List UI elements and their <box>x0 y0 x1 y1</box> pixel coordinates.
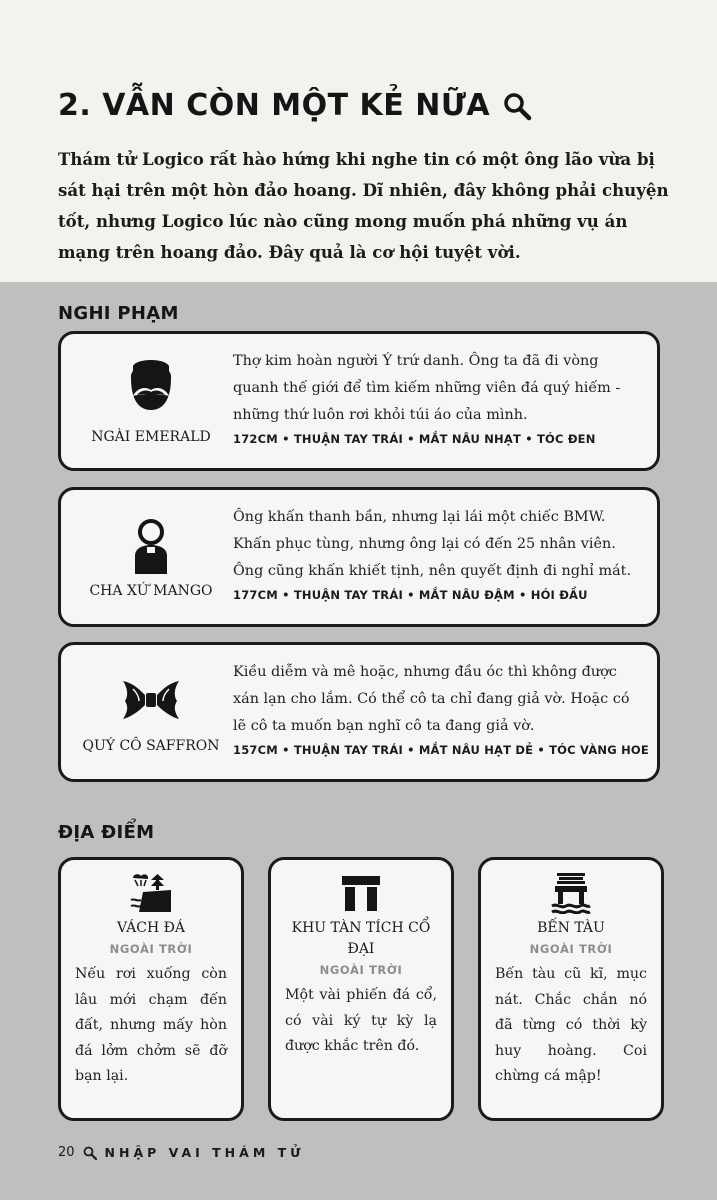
suspect-card-emerald <box>58 331 660 471</box>
suspect-description: Thợ kim hoàn người Ý trứ danh. Ông ta đã đi vòng quanh thế giới để tìm kiếm những viên đá quý hiếm - những thứ luôn rơi khỏi túi áo của mình. <box>233 353 621 423</box>
suspect-stats: 157CM • THUẬN TAY TRÁI • MẮT NÂU HẠT DẺ • TÓC VÀNG HOE <box>233 743 649 757</box>
location-type: NGOÀI TRỜI <box>109 942 193 956</box>
magnifier-icon <box>83 1146 97 1160</box>
location-card-pier <box>478 857 664 1121</box>
suspect-name: NGÀI EMERALD <box>91 429 211 445</box>
location-card-cliff <box>58 857 244 1121</box>
suspect-card-saffron <box>58 642 660 782</box>
location-name: VÁCH ĐÁ <box>116 920 186 936</box>
suspect-stats: 177CM • THUẬN TAY TRÁI • MẮT NÂU ĐẬM • HÓI ĐẦU <box>233 588 588 602</box>
page-footer <box>58 1145 305 1160</box>
location-description: Bến tàu cũ kĩ, mục nát. Chắc chắn nó đã từng có thời kỳ huy hoàng. Coi chừng cá mập! <box>495 966 647 1084</box>
suspect-description: Kiều diễm và mê hoặc, nhưng đầu óc thì không được xán lạn cho lắm. Có thể cô ta chỉ đang giả vờ. Hoặc có lẽ cô ta muốn bạn nghĩ cô ta đang giả vờ. <box>233 664 630 734</box>
book-title: NHẬP VAI THÁM TỬ <box>104 1145 305 1160</box>
location-name: BẾN TÀU <box>537 920 605 936</box>
suspect-card-mango <box>58 487 660 627</box>
location-description: Một vài phiến đá cổ, có vài ký tự kỳ lạ được khắc trên đó. <box>285 987 437 1054</box>
magnifier-icon <box>502 91 532 121</box>
page-number: 20 <box>58 1145 75 1160</box>
cliff-icon <box>129 870 173 914</box>
location-type: NGOÀI TRỜI <box>319 963 403 977</box>
ruins-icon <box>339 870 383 914</box>
chapter-title-text: 2. VẪN CÒN MỘT KẺ NỮA <box>58 88 491 123</box>
suspects-heading: NGHI PHẠM <box>58 303 179 324</box>
pier-icon <box>549 870 593 914</box>
chapter-title <box>58 88 532 123</box>
suspect-description: Ông khấn thanh bần, nhưng lại lái một chiếc BMW. Khấn phục tùng, nhưng ông lại có đến 25 nhân viên. Ông cũng khấn khiết tịnh, nên quyết định đi nghỉ mát. <box>233 509 632 579</box>
suspect-name: CHA XỨ MANGO <box>89 583 213 599</box>
priest-icon <box>119 514 183 578</box>
intro-paragraph: Thám tử Logico rất hào hứng khi nghe tin có một ông lão vừa bị sát hại trên một hòn đảo hoang. Dĩ nhiên, đây không phải chuyện tốt, nhưng Logico lúc nào cũng mong muốn phá những vụ án mạng trên hoang đảo. Đây quả là cơ hội tuyệt vời. <box>58 149 669 262</box>
page-top-area <box>0 0 717 282</box>
locations-heading: ĐỊA ĐIỂM <box>58 822 155 843</box>
suspect-name: QUÝ CÔ SAFFRON <box>82 738 220 754</box>
location-type: NGOÀI TRỜI <box>529 942 613 956</box>
mustache-man-icon <box>119 352 183 416</box>
location-name: KHU TÀN TÍCH CỔ ĐẠI <box>291 920 431 957</box>
location-card-ruins <box>268 857 454 1121</box>
suspect-stats: 172CM • THUẬN TAY TRÁI • MẮT NÂU NHẠT • TÓC ĐEN <box>233 432 596 446</box>
bow-icon <box>119 667 183 731</box>
location-description: Nếu rơi xuống còn lâu mới chạm đến đất, nhưng mấy hòn đá lởm chởm sẽ đỡ bạn lại. <box>75 966 227 1084</box>
